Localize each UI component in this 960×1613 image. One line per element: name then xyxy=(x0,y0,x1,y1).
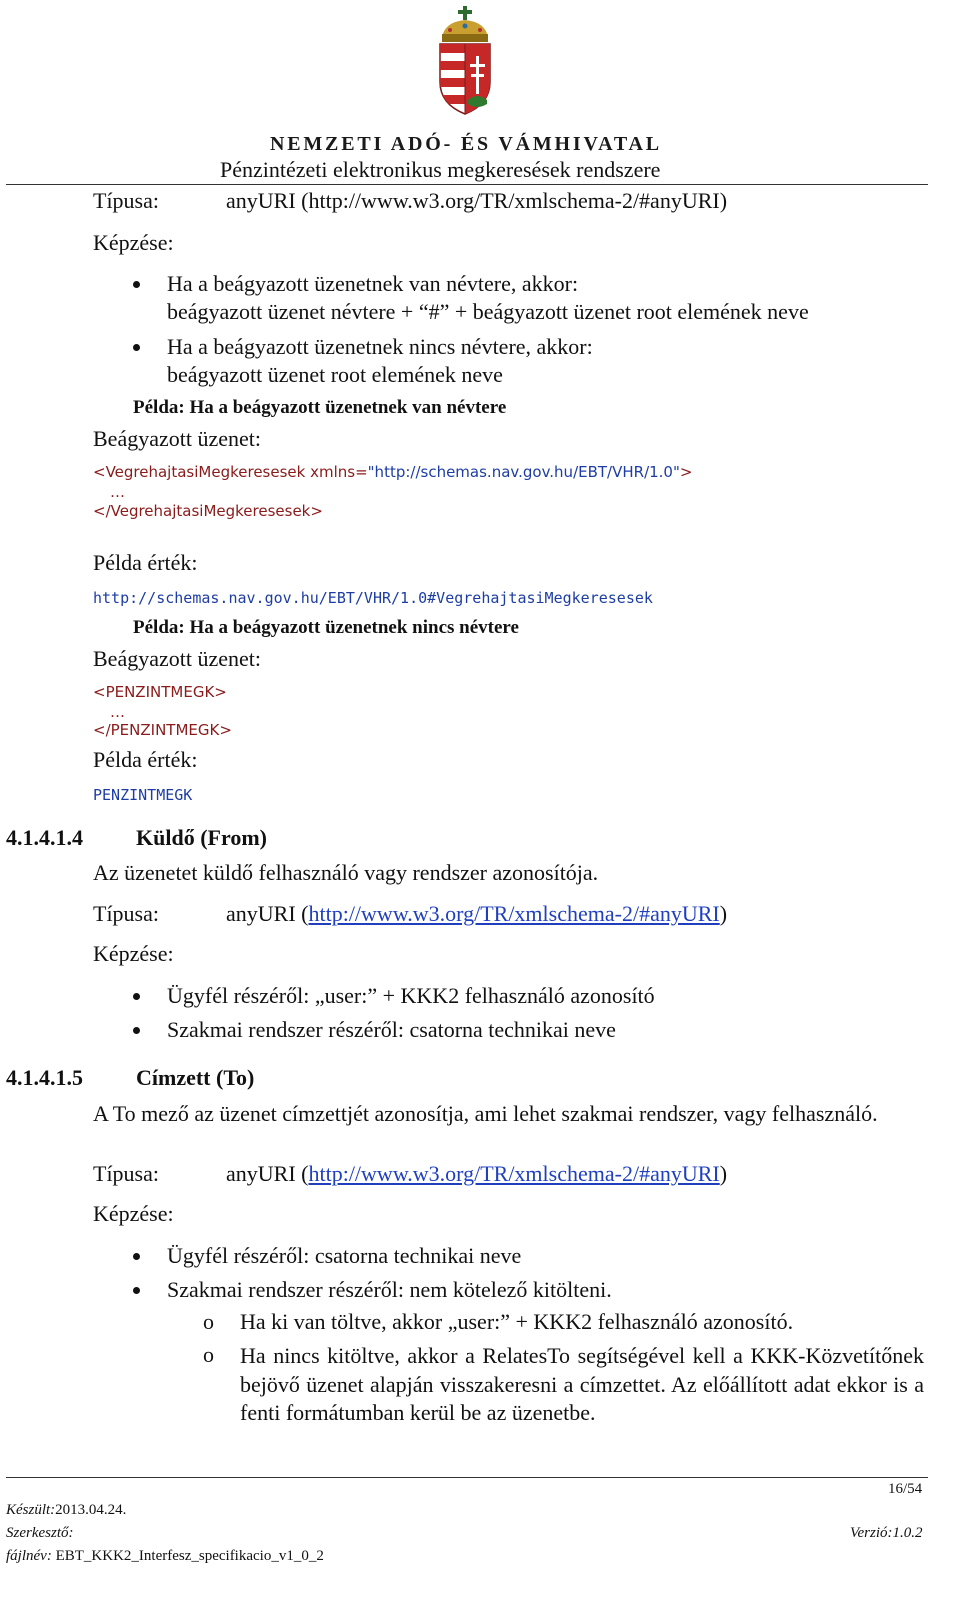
org-name: NEMZETI ADÓ- ÉS VÁMHIVATAL xyxy=(270,133,662,155)
example-title: Példa: Ha a beágyazott üzenetnek nincs névtere xyxy=(133,617,519,638)
example-value: PENZINTMEGK xyxy=(93,786,193,804)
tipus-value: anyURI (http://www.w3.org/TR/xmlschema-2/#anyURI) xyxy=(226,188,728,213)
kepzese-label: Képzése: xyxy=(93,941,174,966)
kepzese-label: Képzése: xyxy=(93,1201,174,1226)
section-description: Az üzenetet küldő felhasználó vagy rendszer azonosítója. xyxy=(93,860,599,885)
created-date: Készült:2013.04.24. xyxy=(6,1502,127,1518)
sub-bullet-marker: o xyxy=(203,1342,214,1367)
tipus-label: Típusa: xyxy=(93,188,159,213)
example-title: Példa: Ha a beágyazott üzenetnek van névtere xyxy=(133,397,507,418)
example-value: http://schemas.nav.gov.hu/EBT/VHR/1.0#VegrehajtasiMegkeresesek xyxy=(93,589,653,607)
kepzese-label: Képzése: xyxy=(93,230,174,255)
code-close-tag: </VegrehajtasiMegkeresesek> xyxy=(93,502,323,520)
code-attr-value: "http://schemas.nav.gov.hu/EBT/VHR/1.0" xyxy=(367,463,680,481)
section-number: 4.1.4.1.5 xyxy=(6,1065,83,1090)
code-ellipsis: … xyxy=(110,703,125,721)
editor-label: Szerkesztő: xyxy=(6,1525,74,1541)
bullet-item: Szakmai rendszer részéről: csatorna technikai neve xyxy=(167,1017,616,1042)
tipus-label: Típusa: xyxy=(93,901,159,926)
sub-bullet-item: Ha ki van töltve, akkor „user:” + KKK2 felhasználó azonosító. xyxy=(240,1309,794,1334)
example-value-label: Példa érték: xyxy=(93,747,198,772)
section-title: Címzett (To) xyxy=(136,1065,255,1090)
code-open-tag: <VegrehajtasiMegkeresesek xyxy=(93,463,306,481)
section-description: A To mező az üzenet címzettjét azonosítja, ami lehet szakmai rendszer, vagy felhasználó. xyxy=(93,1101,878,1126)
bullet-item-continuation: beágyazott üzenet root elemének neve xyxy=(167,362,503,387)
sub-bullet-item: Ha nincs kitöltve, akkor a RelatesTo segítségével kell a KKK-Közvetítőnek bejövő üzenet alapján visszakeresni a címzettet. Az előállított adat ekkor is a fenti formátumban kerül be az üzenetbe. xyxy=(240,1343,924,1425)
bullet-item: Szakmai rendszer részéről: nem kötelező kitölteni. xyxy=(167,1277,612,1302)
page-number: 16/54 xyxy=(888,1481,923,1497)
tipus-value: anyURI (http://www.w3.org/TR/xmlschema-2/#anyURI) xyxy=(226,901,728,926)
bullet-item: Ha a beágyazott üzenetnek nincs névtere, akkor: xyxy=(167,334,593,359)
code-close-tag: </PENZINTMEGK> xyxy=(93,721,232,739)
bullet-item: Ha a beágyazott üzenetnek van névtere, akkor: xyxy=(167,271,579,296)
section-number: 4.1.4.1.4 xyxy=(6,825,83,850)
code-close-bracket: > xyxy=(679,463,693,481)
embedded-message-label: Beágyazott üzenet: xyxy=(93,646,261,671)
code-open-tag: <PENZINTMEGK> xyxy=(93,683,227,701)
code-line xyxy=(93,463,692,481)
sub-bullet-marker: o xyxy=(203,1309,214,1334)
tipus-value: anyURI (http://www.w3.org/TR/xmlschema-2/#anyURI) xyxy=(226,1161,728,1186)
anyuri-link[interactable]: http://www.w3.org/TR/xmlschema-2/#anyURI xyxy=(308,901,720,926)
code-attr-name: xmlns= xyxy=(310,463,368,481)
bullet-item-continuation: beágyazott üzenet névtere + “#” + beágyazott üzenet root elemének neve xyxy=(167,299,809,324)
section-title: Küldő (From) xyxy=(136,825,267,850)
example-value-label: Példa érték: xyxy=(93,550,198,575)
coat-of-arms-logo xyxy=(436,4,494,116)
bullet-item: Ügyfél részéről: csatorna technikai neve xyxy=(167,1243,522,1268)
code-ellipsis: … xyxy=(110,483,125,501)
header-rule xyxy=(6,184,928,185)
bullet-item: Ügyfél részéről: „user:” + KKK2 felhasználó azonosító xyxy=(167,983,655,1008)
embedded-message-label: Beágyazott üzenet: xyxy=(93,426,261,451)
anyuri-link[interactable]: http://www.w3.org/TR/xmlschema-2/#anyURI xyxy=(308,1161,720,1186)
system-name: Pénzintézeti elektronikus megkeresések rendszere xyxy=(220,157,661,182)
tipus-label: Típusa: xyxy=(93,1161,159,1186)
footer-rule xyxy=(6,1477,928,1478)
filename: fájlnév: EBT_KKK2_Interfesz_specifikacio_v1_0_2 xyxy=(6,1548,324,1564)
version: Verzió:1.0.2 xyxy=(850,1525,923,1541)
